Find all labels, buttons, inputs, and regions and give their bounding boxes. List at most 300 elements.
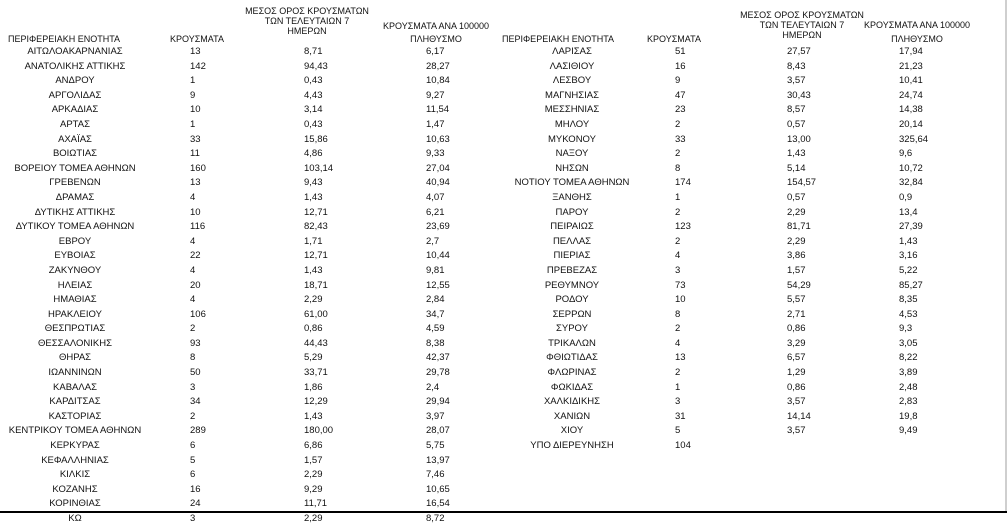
region-cell: ΚΕΡΚΥΡΑΣ xyxy=(50,440,100,452)
per-100k-cell: 0,9 xyxy=(899,191,913,203)
per-100k-cell: 16,54 xyxy=(426,498,450,510)
region-cell: ΛΕΣΒΟΥ xyxy=(552,75,592,87)
cases-cell: 142 xyxy=(190,60,206,72)
per-100k-cell: 5,75 xyxy=(426,440,445,452)
table-row xyxy=(497,308,1007,323)
table-row xyxy=(497,176,1007,191)
per-100k-cell: 9,6 xyxy=(899,148,913,160)
table-row xyxy=(497,133,1007,148)
cases-cell: 5 xyxy=(675,425,681,437)
avg-cell: 14,14 xyxy=(787,410,811,422)
avg-cell: 180,00 xyxy=(304,425,334,437)
avg-cell: 3,57 xyxy=(787,396,806,408)
per-header-line1: ΚΡΟΥΣΜΑΤΑ ΑΝΑ 100000 xyxy=(864,20,970,30)
per-100k-cell: 32,84 xyxy=(899,177,923,189)
cases-cell: 23 xyxy=(675,104,686,116)
region-cell: ΚΟΖΑΝΗΣ xyxy=(52,483,98,495)
avg-cell: 1,43 xyxy=(304,191,323,203)
region-cell: ΤΡΙΚΑΛΩΝ xyxy=(548,337,596,349)
per-100k-cell: 14,38 xyxy=(899,104,923,116)
avg-cell: 13,00 xyxy=(787,133,811,145)
avg-cell: 54,29 xyxy=(787,279,811,291)
table-row xyxy=(497,206,1007,221)
table-row xyxy=(497,381,1007,396)
per-100k-cell: 5,22 xyxy=(899,264,918,276)
table-row xyxy=(497,60,1007,75)
table-row xyxy=(0,191,500,206)
table-row xyxy=(0,468,500,483)
region-cell: ΜΗΛΟΥ xyxy=(554,118,590,130)
per-header-line2: ΠΛΗΘΥΣΜΟ xyxy=(410,34,462,44)
region-cell: ΧΑΛΚΙΔΙΚΗΣ xyxy=(543,396,601,408)
table-row xyxy=(497,264,1007,279)
per-100k-cell: 8,35 xyxy=(899,294,918,306)
avg-cell: 0,86 xyxy=(304,323,323,335)
cases-cell: 106 xyxy=(190,308,206,320)
avg-header-line3: ΗΜΕΡΩΝ xyxy=(782,30,822,40)
region-cell: ΙΩΑΝΝΙΝΩΝ xyxy=(48,367,102,379)
region-cell: ΛΑΡΙΣΑΣ xyxy=(552,46,592,57)
avg-cell: 44,43 xyxy=(304,337,328,349)
table-row xyxy=(0,322,500,337)
table-row xyxy=(0,483,500,498)
avg-cell: 1,86 xyxy=(304,381,323,393)
per-100k-cell: 27,39 xyxy=(899,221,923,233)
avg-cell: 8,43 xyxy=(787,60,806,72)
cases-cell: 22 xyxy=(190,250,201,262)
table-row xyxy=(497,118,1007,133)
cases-cell: 160 xyxy=(190,162,206,174)
region-cell: ΑΡΚΑΔΙΑΣ xyxy=(51,104,99,116)
per-100k-cell: 27,04 xyxy=(426,162,450,174)
avg-cell: 1,71 xyxy=(304,235,323,247)
table-row xyxy=(497,103,1007,118)
table-row xyxy=(0,366,500,381)
per-header-line2: ΠΛΗΘΥΣΜΟ xyxy=(891,34,943,44)
per-100k-cell: 10,72 xyxy=(899,162,923,174)
avg-cell: 0,43 xyxy=(304,75,323,87)
avg-header-line3: ΗΜΕΡΩΝ xyxy=(287,26,327,36)
region-cell: ΠΑΡΟΥ xyxy=(555,206,589,218)
left-table xyxy=(0,0,500,527)
avg-header-line2: ΤΩΝ ΤΕΛΕΥΤΑΙΩΝ 7 xyxy=(759,20,845,30)
table-row xyxy=(497,293,1007,308)
cases-cell: 73 xyxy=(675,279,686,291)
per-100k-cell: 9,33 xyxy=(426,148,445,160)
table-row xyxy=(0,103,500,118)
cases-cell: 1 xyxy=(675,191,681,203)
cases-cell: 33 xyxy=(675,133,686,145)
per-100k-cell: 2,48 xyxy=(899,381,918,393)
cases-cell: 3 xyxy=(190,513,196,524)
per-100k-cell: 4,59 xyxy=(426,323,445,335)
avg-cell: 2,71 xyxy=(787,308,806,320)
region-cell: ΕΒΡΟΥ xyxy=(58,235,92,247)
cases-cell: 20 xyxy=(190,279,201,291)
avg-cell: 81,71 xyxy=(787,221,811,233)
avg-header-line2: ΤΩΝ ΤΕΛΕΥΤΑΙΩΝ 7 xyxy=(264,16,350,26)
per-100k-cell: 29,78 xyxy=(426,367,450,379)
per-100k-cell: 29,94 xyxy=(426,396,450,408)
per-100k-cell: 42,37 xyxy=(426,352,450,364)
region-cell: ΑΝΔΡΟΥ xyxy=(55,75,95,87)
region-cell: ΠΕΛΛΑΣ xyxy=(552,235,592,247)
avg-cell: 154,57 xyxy=(787,177,817,189)
table-row xyxy=(497,410,1007,425)
cases-cell: 11 xyxy=(190,148,200,160)
region-cell: ΚΙΛΚΙΣ xyxy=(59,469,91,481)
avg-cell: 3,29 xyxy=(787,337,806,349)
per-100k-cell: 2,7 xyxy=(426,235,440,247)
region-cell: ΔΥΤΙΚΟΥ ΤΟΜΕΑ ΑΘΗΝΩΝ xyxy=(15,221,135,233)
avg-cell: 0,57 xyxy=(787,118,806,130)
per-100k-cell: 9,3 xyxy=(899,323,913,335)
avg-cell: 5,29 xyxy=(304,352,323,364)
per-100k-cell: 8,22 xyxy=(899,352,918,364)
cases-cell: 4 xyxy=(675,337,681,349)
table-row xyxy=(0,118,500,133)
table-row xyxy=(0,162,500,177)
avg-cell: 61,00 xyxy=(304,308,328,320)
per-100k-cell: 19,8 xyxy=(899,410,918,422)
cases-cell: 33 xyxy=(190,133,201,145)
cases-cell: 116 xyxy=(190,221,206,233)
table-row xyxy=(0,351,500,366)
avg-cell: 1,57 xyxy=(787,264,806,276)
table-row xyxy=(0,497,500,512)
region-cell: ΑΙΤΩΛΟΑΚΑΡΝΑΝΙΑΣ xyxy=(27,46,123,57)
avg-cell: 2,29 xyxy=(304,513,323,524)
left-table-body xyxy=(0,45,500,527)
per-100k-cell: 4,07 xyxy=(426,191,445,203)
region-cell: ΥΠΟ ΔΙΕΡΕΥΝΗΣΗ xyxy=(530,440,614,452)
region-cell: ΔΡΑΜΑΣ xyxy=(55,191,95,203)
region-cell: ΖΑΚΥΝΘΟΥ xyxy=(48,264,102,276)
table-row xyxy=(0,220,500,235)
cases-cell: 10 xyxy=(190,206,201,218)
right-table-header xyxy=(497,0,1007,45)
table-row xyxy=(0,308,500,323)
per-100k-cell: 40,94 xyxy=(426,177,450,189)
table-row xyxy=(0,264,500,279)
table-row xyxy=(0,279,500,294)
cases-cell: 2 xyxy=(675,323,681,335)
per-100k-cell: 23,69 xyxy=(426,221,450,233)
region-header: ΠΕΡΙΦΕΡΕΙΑΚΗ ΕΝΟΤΗΤΑ xyxy=(8,34,121,44)
avg-cell: 1,29 xyxy=(787,367,806,379)
avg-cell: 12,71 xyxy=(304,206,328,218)
cases-cell: 31 xyxy=(675,410,686,422)
cases-cell: 50 xyxy=(190,367,201,379)
region-cell: ΑΧΑΪΑΣ xyxy=(58,133,92,145)
per-100k-cell: 12,55 xyxy=(426,279,450,291)
avg-cell: 3,86 xyxy=(787,250,806,262)
per-100k-cell: 325,64 xyxy=(899,133,929,145)
cases-cell: 2 xyxy=(675,118,681,130)
region-cell: ΘΗΡΑΣ xyxy=(58,352,92,364)
table-row xyxy=(497,439,1007,454)
region-cell: ΚΟΡΙΝΘΙΑΣ xyxy=(49,498,101,510)
per-100k-cell: 3,16 xyxy=(899,250,918,262)
left-table-header xyxy=(0,0,500,45)
per-100k-cell: 10,84 xyxy=(426,75,450,87)
per-100k-cell: 1,47 xyxy=(426,118,445,130)
avg-cell: 12,71 xyxy=(304,250,328,262)
region-cell: ΝΗΣΩΝ xyxy=(555,162,589,174)
cases-cell: 6 xyxy=(190,469,196,481)
table-row xyxy=(0,512,500,527)
cases-cell: 93 xyxy=(190,337,201,349)
cases-cell: 10 xyxy=(675,294,686,306)
per-100k-cell: 8,38 xyxy=(426,337,445,349)
cases-cell: 4 xyxy=(675,250,681,262)
cases-cell: 3 xyxy=(675,396,681,408)
table-row xyxy=(0,424,500,439)
region-cell: ΦΘΙΩΤΙΔΑΣ xyxy=(546,352,598,364)
per-100k-cell: 10,44 xyxy=(426,250,450,262)
cases-cell: 5 xyxy=(190,454,196,466)
region-cell: ΜΥΚΟΝΟΥ xyxy=(548,133,596,145)
avg-cell: 1,43 xyxy=(304,264,323,276)
per-100k-cell: 2,84 xyxy=(426,294,445,306)
region-cell: ΑΝΑΤΟΛΙΚΗΣ ΑΤΤΙΚΗΣ xyxy=(24,60,126,72)
table-row xyxy=(497,322,1007,337)
avg-cell: 3,57 xyxy=(787,75,806,87)
avg-cell: 1,43 xyxy=(787,148,806,160)
cases-cell: 2 xyxy=(675,148,681,160)
region-header: ΠΕΡΙΦΕΡΕΙΑΚΗ ΕΝΟΤΗΤΑ xyxy=(502,34,615,44)
per-100k-cell: 3,89 xyxy=(899,367,918,379)
avg-cell: 94,43 xyxy=(304,60,328,72)
table-row xyxy=(497,351,1007,366)
region-cell: ΚΕΝΤΡΙΚΟΥ ΤΟΜΕΑ ΑΘΗΝΩΝ xyxy=(8,425,142,437)
per-100k-cell: 11,54 xyxy=(426,104,450,116)
avg-cell: 2,29 xyxy=(787,206,806,218)
region-cell: ΑΡΤΑΣ xyxy=(60,118,90,130)
avg-cell: 4,43 xyxy=(304,89,323,101)
avg-cell: 6,57 xyxy=(787,352,806,364)
region-cell: ΗΡΑΚΛΕΙΟΥ xyxy=(48,308,102,320)
table-row xyxy=(497,45,1007,60)
per-100k-cell: 6,17 xyxy=(426,46,445,57)
region-cell: ΦΛΩΡΙΝΑΣ xyxy=(547,367,597,379)
avg-cell: 1,57 xyxy=(304,454,323,466)
table-row xyxy=(0,410,500,425)
per-100k-cell: 17,94 xyxy=(899,46,923,57)
per-100k-cell: 8,72 xyxy=(426,513,445,524)
table-row xyxy=(0,60,500,75)
avg-cell: 15,86 xyxy=(304,133,328,145)
avg-cell: 82,43 xyxy=(304,221,328,233)
table-row xyxy=(0,176,500,191)
cases-cell: 6 xyxy=(190,440,196,452)
table-row xyxy=(0,206,500,221)
table-row xyxy=(0,133,500,148)
table-row xyxy=(497,220,1007,235)
table-row xyxy=(497,74,1007,89)
cases-cell: 289 xyxy=(190,425,206,437)
per-100k-cell: 24,74 xyxy=(899,89,923,101)
per-100k-cell: 21,23 xyxy=(899,60,923,72)
region-cell: ΧΙΟΥ xyxy=(560,425,584,437)
region-cell: ΜΕΣΣΗΝΙΑΣ xyxy=(544,104,600,116)
cases-cell: 2 xyxy=(190,410,196,422)
avg-cell: 8,57 xyxy=(787,104,806,116)
per-100k-cell: 9,81 xyxy=(426,264,445,276)
per-100k-cell: 2,83 xyxy=(899,396,918,408)
cases-cell: 24 xyxy=(190,498,201,510)
table-row xyxy=(497,89,1007,104)
per-100k-cell: 9,49 xyxy=(899,425,918,437)
table-row xyxy=(0,454,500,469)
avg-header-line1: ΜΕΣΟΣ ΟΡΟΣ ΚΡΟΥΣΜΑΤΩΝ xyxy=(245,6,369,16)
avg-cell: 33,71 xyxy=(304,367,328,379)
cases-cell: 8 xyxy=(675,308,681,320)
region-cell: ΓΡΕΒΕΝΩΝ xyxy=(49,177,101,189)
cases-cell: 4 xyxy=(190,235,196,247)
avg-cell: 3,14 xyxy=(304,104,323,116)
avg-cell: 1,43 xyxy=(304,410,323,422)
avg-cell: 5,57 xyxy=(787,294,806,306)
table-row xyxy=(0,45,500,60)
avg-cell: 0,86 xyxy=(787,323,806,335)
region-cell: ΚΑΒΑΛΑΣ xyxy=(53,381,97,393)
cases-cell: 10 xyxy=(190,104,201,116)
cases-cell: 2 xyxy=(675,206,681,218)
avg-cell: 2,29 xyxy=(304,294,323,306)
table-row xyxy=(0,74,500,89)
cases-cell: 9 xyxy=(675,75,681,87)
avg-cell: 103,14 xyxy=(304,162,334,174)
region-cell: ΣΕΡΡΩΝ xyxy=(552,308,592,320)
cases-header: ΚΡΟΥΣΜΑΤΑ xyxy=(170,34,224,44)
per-100k-cell: 20,14 xyxy=(899,118,923,130)
cases-cell: 13 xyxy=(190,177,201,189)
cases-cell: 8 xyxy=(675,162,681,174)
table-row xyxy=(0,439,500,454)
region-cell: ΞΑΝΘΗΣ xyxy=(552,191,592,203)
cases-cell: 51 xyxy=(675,46,686,57)
cases-cell: 4 xyxy=(190,264,196,276)
cases-cell: 123 xyxy=(675,221,691,233)
cases-cell: 3 xyxy=(190,381,196,393)
table-row xyxy=(0,235,500,250)
region-cell: ΡΟΔΟΥ xyxy=(555,294,589,306)
per-100k-cell: 10,63 xyxy=(426,133,450,145)
table-row xyxy=(0,147,500,162)
per-100k-cell: 28,07 xyxy=(426,425,450,437)
table-row xyxy=(0,89,500,104)
avg-cell: 9,43 xyxy=(304,177,323,189)
region-cell: ΒΟΙΩΤΙΑΣ xyxy=(52,148,98,160)
table-row xyxy=(497,424,1007,439)
region-cell: ΚΑΡΔΙΤΣΑΣ xyxy=(49,396,101,408)
table-row xyxy=(0,395,500,410)
table-row xyxy=(497,249,1007,264)
region-cell: ΘΕΣΠΡΩΤΙΑΣ xyxy=(44,323,106,335)
region-cell: ΚΕΦΑΛΛΗΝΙΑΣ xyxy=(41,454,109,466)
region-cell: ΛΑΣΙΘΙΟΥ xyxy=(549,60,595,72)
right-table xyxy=(497,0,1007,454)
table-row xyxy=(497,191,1007,206)
cases-cell: 1 xyxy=(190,75,196,87)
avg-header-line1: ΜΕΣΟΣ ΟΡΟΣ ΚΡΟΥΣΜΑΤΩΝ xyxy=(740,10,864,20)
avg-cell: 0,57 xyxy=(787,191,806,203)
table-row xyxy=(497,162,1007,177)
cases-cell: 8 xyxy=(190,352,196,364)
cases-cell: 4 xyxy=(190,294,196,306)
region-cell: ΣΥΡΟΥ xyxy=(556,323,588,335)
cases-cell: 34 xyxy=(190,396,201,408)
avg-cell: 2,29 xyxy=(787,235,806,247)
cases-cell: 16 xyxy=(190,483,201,495)
region-cell: ΠΙΕΡΙΑΣ xyxy=(553,250,591,262)
avg-cell: 4,86 xyxy=(304,148,323,160)
per-100k-cell: 85,27 xyxy=(899,279,923,291)
cases-cell: 13 xyxy=(190,46,201,57)
per-100k-cell: 7,46 xyxy=(426,469,445,481)
region-cell: ΗΛΕΙΑΣ xyxy=(57,279,93,291)
avg-cell: 12,29 xyxy=(304,396,328,408)
cases-cell: 174 xyxy=(675,177,691,189)
region-cell: ΦΩΚΙΔΑΣ xyxy=(550,381,594,393)
region-cell: ΚΑΣΤΟΡΙΑΣ xyxy=(48,410,102,422)
region-cell: ΕΥΒΟΙΑΣ xyxy=(54,250,96,262)
avg-cell: 8,71 xyxy=(304,46,323,57)
region-cell: ΗΜΑΘΙΑΣ xyxy=(53,294,97,306)
region-cell: ΧΑΝΙΩΝ xyxy=(553,410,591,422)
cases-cell: 2 xyxy=(675,235,681,247)
per-header-line1: ΚΡΟΥΣΜΑΤΑ ΑΝΑ 100000 xyxy=(383,21,489,31)
avg-cell: 9,29 xyxy=(304,483,323,495)
cases-cell: 1 xyxy=(190,118,196,130)
table-row xyxy=(497,366,1007,381)
avg-cell: 6,86 xyxy=(304,440,323,452)
region-cell: ΑΡΓΟΛΙΔΑΣ xyxy=(48,89,102,101)
avg-cell: 27,57 xyxy=(787,46,811,57)
cases-cell: 13 xyxy=(675,352,686,364)
region-cell: ΜΑΓΝΗΣΙΑΣ xyxy=(545,89,599,101)
region-cell: ΘΕΣΣΑΛΟΝΙΚΗΣ xyxy=(38,337,112,349)
per-100k-cell: 2,4 xyxy=(426,381,440,393)
table-row xyxy=(497,147,1007,162)
per-100k-cell: 10,65 xyxy=(426,483,450,495)
per-100k-cell: 9,27 xyxy=(426,89,445,101)
avg-cell: 2,29 xyxy=(304,469,323,481)
avg-cell: 11,71 xyxy=(304,498,328,510)
avg-cell: 30,43 xyxy=(787,89,811,101)
per-100k-cell: 13,97 xyxy=(426,454,450,466)
table-row xyxy=(0,381,500,396)
per-100k-cell: 4,53 xyxy=(899,308,918,320)
table-row xyxy=(497,235,1007,250)
per-100k-cell: 13,4 xyxy=(899,206,918,218)
avg-cell: 3,57 xyxy=(787,425,806,437)
per-100k-cell: 6,21 xyxy=(426,206,445,218)
avg-cell: 18,71 xyxy=(304,279,328,291)
per-100k-cell: 3,05 xyxy=(899,337,918,349)
region-cell: ΝΟΤΙΟΥ ΤΟΜΕΑ ΑΘΗΝΩΝ xyxy=(514,177,630,189)
cases-cell: 104 xyxy=(675,440,691,452)
region-cell: ΡΕΘΥΜΝΟΥ xyxy=(544,279,600,291)
table-row xyxy=(0,249,500,264)
table-row xyxy=(497,395,1007,410)
per-100k-cell: 3,97 xyxy=(426,410,445,422)
table-row xyxy=(0,293,500,308)
avg-cell: 0,43 xyxy=(304,118,323,130)
cases-cell: 2 xyxy=(675,367,681,379)
per-100k-cell: 28,27 xyxy=(426,60,450,72)
